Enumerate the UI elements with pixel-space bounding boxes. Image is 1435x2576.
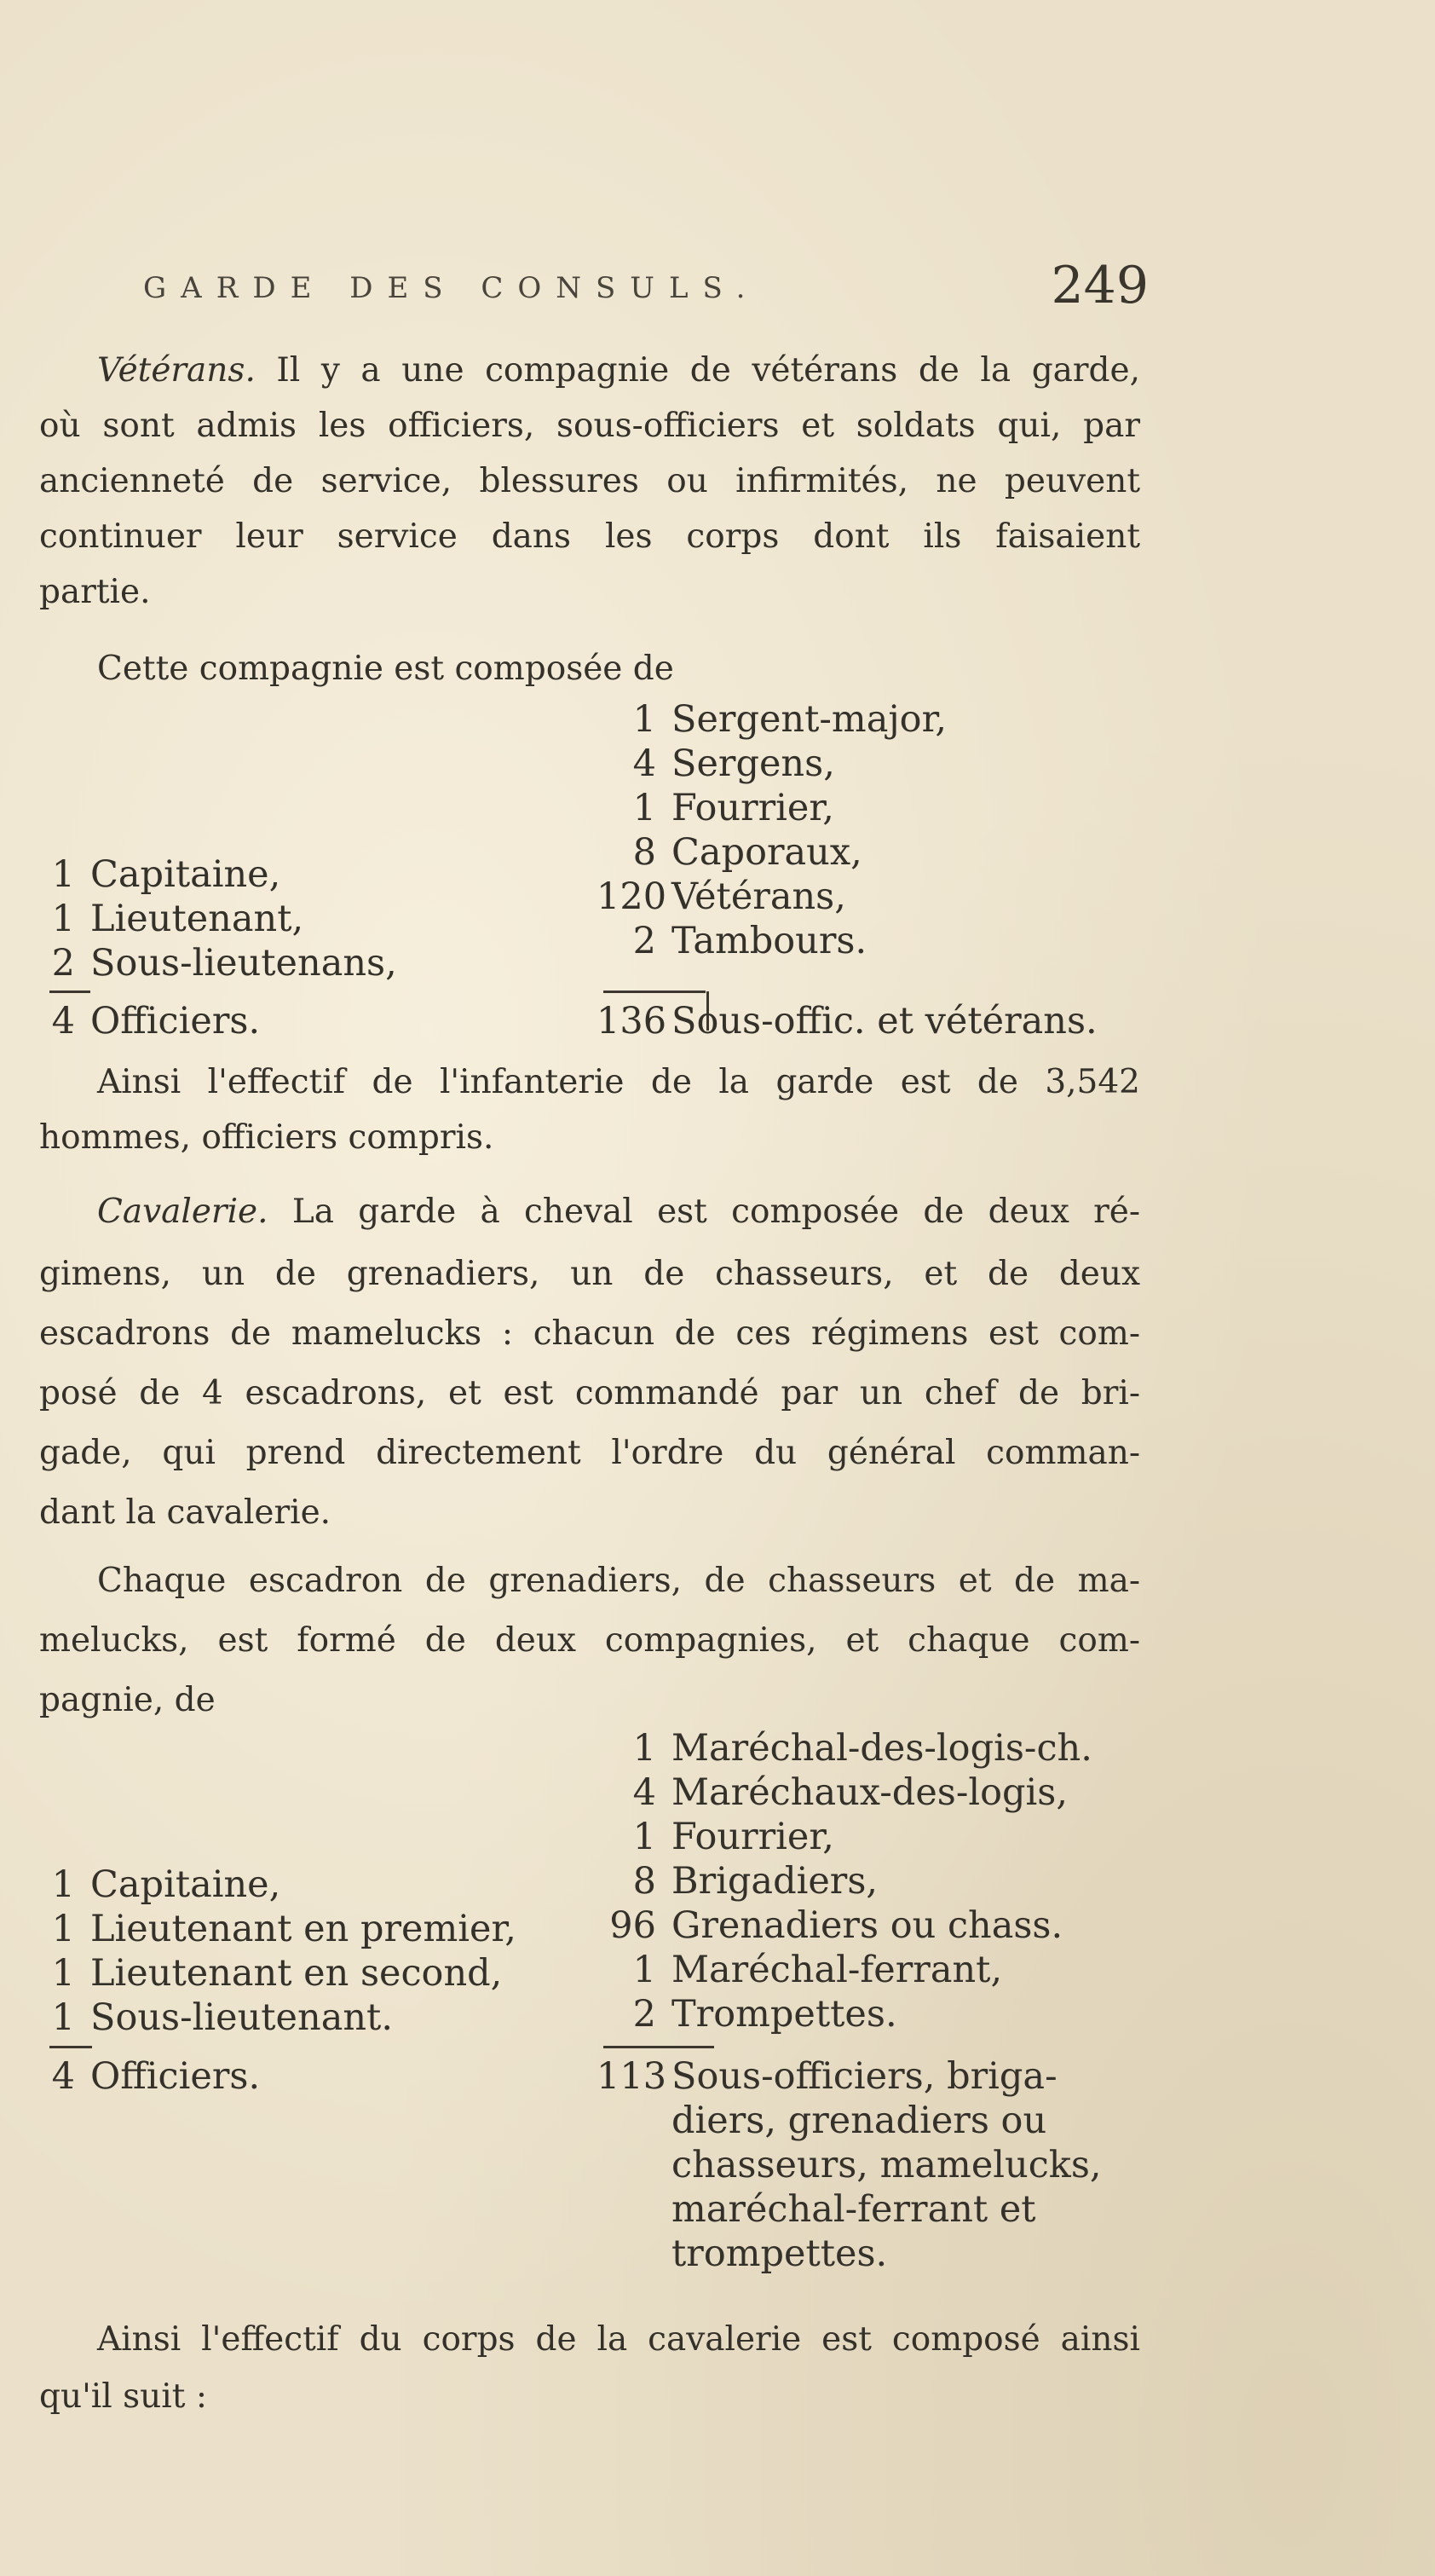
paragraph-text: Il y a une compagnie de vétérans de la garde,: [276, 351, 1141, 390]
paragraph-effectif-cavalerie-line-2: qu'il suit :: [39, 2377, 207, 2416]
table2-total-line: maréchal-ferrant et: [671, 2188, 1036, 2231]
table1-left-rule: [49, 991, 90, 993]
table1-right-column: [596, 697, 947, 963]
table2-row: 4 Maréchaux-des-logis,: [632, 1771, 1069, 1814]
table2-row: 2 Trompettes.: [632, 1993, 897, 2036]
table2-total-line: 113 Sous-officiers, briga-: [596, 2055, 1058, 2098]
table2-row: 1 Maréchal-ferrant,: [632, 1949, 1003, 1991]
table2-row: 1 Lieutenant en premier,: [51, 1908, 516, 1950]
page-number: 249: [1051, 256, 1149, 315]
paragraph-cavalerie-line-1: [97, 1187, 1140, 1238]
table2-total-line: trompettes.: [671, 2232, 888, 2275]
table1-right-total: 136 Sous-offic. et vétérans.: [596, 1000, 1098, 1043]
paragraph-effectif-infanterie-line-1: Ainsi l'effectif de l'infanterie de la garde est de 3,542: [97, 1063, 1140, 1101]
table2-row: 1 Capitaine,: [51, 1863, 281, 1906]
section-label-cavalerie: Cavalerie.: [97, 1193, 268, 1231]
paragraph-cavalerie-line-4: posé de 4 escadrons, et est commandé par un chef de bri-: [39, 1374, 1140, 1412]
paragraph-cavalerie-line-6: dant la cavalerie.: [39, 1493, 331, 1532]
paragraph-escadron-line-2: melucks, est formé de deux compagnies, et chaque com-: [39, 1621, 1140, 1660]
table1-left-total: 4 Officiers.: [51, 1000, 261, 1043]
paragraph-escadron-line-1: Chaque escadron de grenadiers, de chasseurs et de ma-: [97, 1562, 1140, 1600]
table2-right-column: [596, 1726, 1092, 2036]
table2-row: 1 Lieutenant en second,: [51, 1952, 503, 1995]
table2-row: 1 Sous-lieutenant.: [51, 1996, 393, 2039]
table1-row: 1 Lieutenant,: [51, 898, 304, 940]
paragraph-veterans-line-3: ancienneté de service, blessures ou infirmités, ne peuvent: [39, 462, 1140, 500]
table1-row: 8 Caporaux,: [632, 831, 862, 874]
table2-row: 96 Grenadiers ou chass.: [609, 1904, 1063, 1947]
table2-left-column: [49, 1863, 516, 2040]
paragraph-veterans-line-1: [97, 345, 1140, 396]
table2-total-line: diers, grenadiers ou: [671, 2099, 1047, 2142]
paragraph-cavalerie-line-5: gade, qui prend directement l'ordre du général comman-: [39, 1434, 1140, 1472]
table1-right-rule: [603, 991, 706, 993]
paragraph-composee: Cette compagnie est composée de: [97, 650, 674, 688]
paragraph-escadron-line-3: pagnie, de: [39, 1681, 216, 1719]
table1-row: 2 Sous-lieutenans,: [51, 942, 397, 985]
paragraph-effectif-cavalerie-line-1: Ainsi l'effectif du corps de la cavalerie est composé ainsi: [97, 2320, 1140, 2359]
paragraph-text: La garde à cheval est composée de deux ré-: [291, 1193, 1140, 1231]
paragraph-veterans-line-5: partie.: [39, 573, 151, 611]
table2-left-total: 4 Officiers.: [51, 2055, 261, 2098]
paragraph-effectif-infanterie-line-2: hommes, officiers compris.: [39, 1118, 494, 1157]
running-head: GARDE DES CONSULS.: [143, 271, 760, 305]
table1-row: 1 Sergent-major,: [632, 698, 948, 741]
table1-row: 120 Vétérans,: [596, 875, 846, 918]
table1-row: 4 Sergens,: [632, 742, 835, 785]
table2-row: 1 Maréchal-des-logis-ch.: [632, 1727, 1092, 1770]
page-header: [143, 256, 1157, 324]
table2-row: 8 Brigadiers,: [632, 1860, 879, 1903]
paragraph-veterans-line-4: continuer leur service dans les corps dont ils faisaient: [39, 517, 1140, 556]
table1-row: 2 Tambours.: [632, 920, 867, 962]
table2-total-line: chasseurs, mamelucks,: [671, 2144, 1102, 2186]
table1-row: 1 Capitaine,: [51, 853, 281, 896]
table2-right-rule: [603, 2046, 714, 2048]
table2-row: 1 Fourrier,: [632, 1816, 834, 1858]
paragraph-veterans-line-2: où sont admis les officiers, sous-officiers et soldats qui, par: [39, 407, 1140, 445]
paragraph-cavalerie-line-2: gimens, un de grenadiers, un de chasseurs, et de deux: [39, 1255, 1140, 1293]
table2-left-rule: [49, 2046, 92, 2048]
paragraph-cavalerie-line-3: escadrons de mamelucks : chacun de ces régimens est com-: [39, 1314, 1140, 1353]
table1-row: 1 Fourrier,: [632, 787, 834, 829]
table2-right-total: [596, 2054, 1102, 2276]
section-label-veterans: Vétérans.: [97, 351, 256, 390]
table1-left-column: [49, 852, 397, 985]
